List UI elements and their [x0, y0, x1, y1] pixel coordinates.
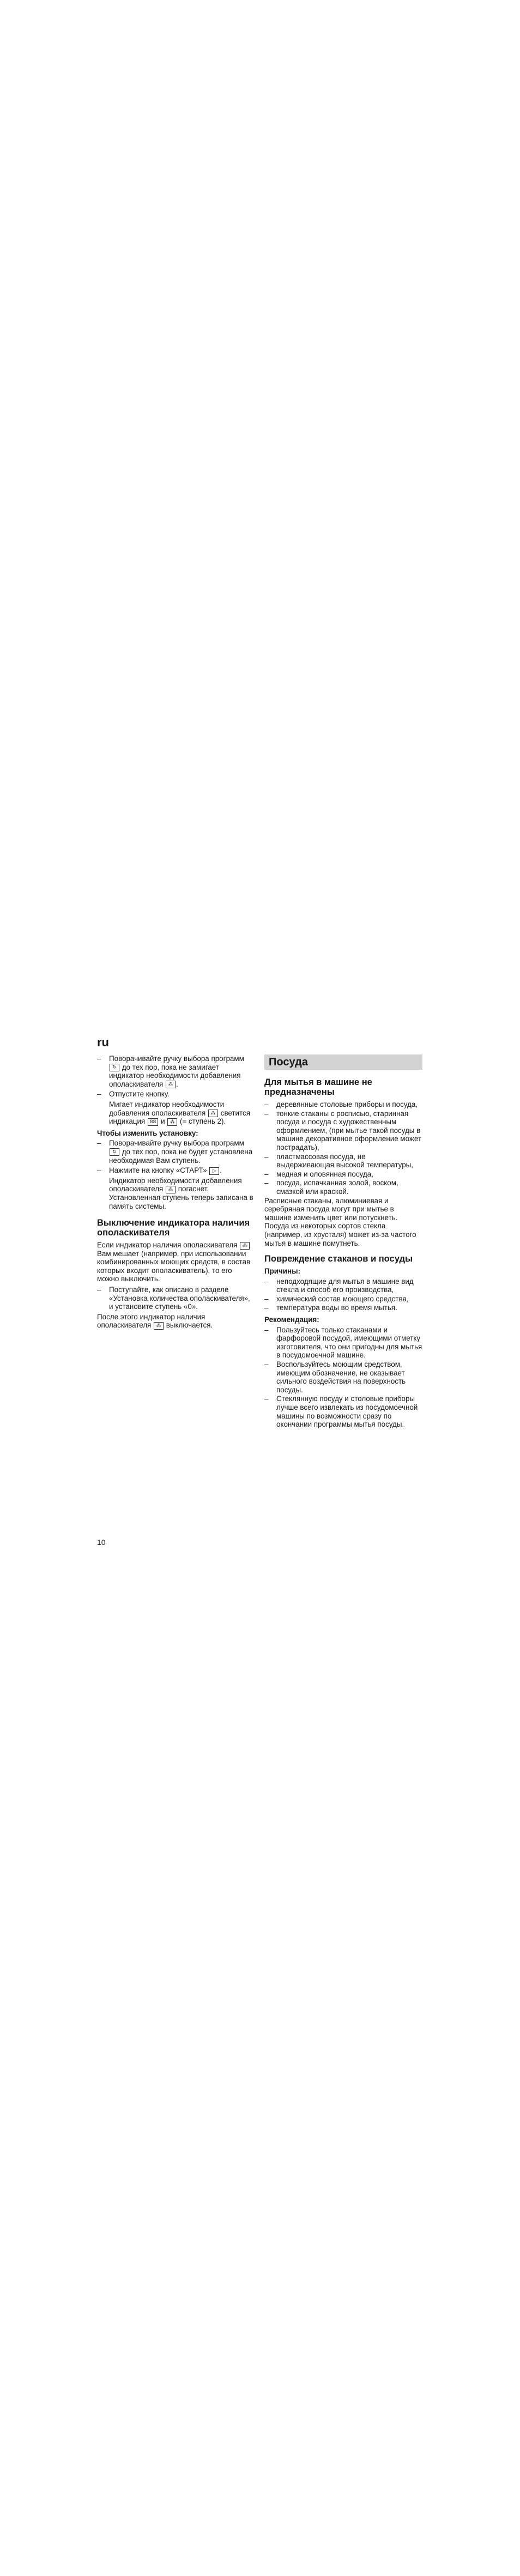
rinse-aid-indicator-icon: ⁂ [167, 1118, 177, 1126]
page-language-marker: ru [97, 1035, 109, 1049]
paragraph-text: Вам мешает (например, при использовании комбинированных моющих средств, в состав которых входит ополаскиватель), то его можно выключить. [97, 1249, 251, 1283]
unsuitable-note: Расписные стаканы, алюминиевая и серебряная посуда могут при мытье в машине изменить цвет или потускнеть. Посуда из некоторых сортов стекла (например, из хрусталя) может из-за частого мытья в машине помутнеть. [264, 1196, 416, 1247]
list-item [97, 1054, 255, 1088]
paragraph-text: После этого индикатор наличия ополаскивателя [97, 1312, 205, 1330]
intro-steps-list [97, 1054, 255, 1126]
reasons-list [264, 1277, 422, 1312]
list-item: – пластмассовая посуда, не выдерживающая высокой температуры, [264, 1153, 422, 1169]
list-item: – посуда, испачканная золой, воском, смазкой или краской. [264, 1179, 422, 1196]
step-text: до тех пор, пока не замигает индикатор необходимости добавления ополаскивателя [109, 1063, 241, 1088]
after-paragraph [97, 1313, 255, 1330]
step-subtext [109, 1177, 255, 1210]
list-item: – Пользуйтесь только стаканами и фарфоровой посудой, имеющими отметку изготовителя, что они пригодны для мытья в посудомоечной машине. [264, 1326, 422, 1360]
list-item: – химический состав моющего средства, [264, 1295, 422, 1304]
left-column [97, 1054, 255, 1332]
display-digits-icon: 88 [148, 1118, 158, 1126]
list-item: – Стеклянную посуду и столовые приборы лучше всего извлекать из посудомоечной машины по возможности сразу по окончании программы мытья посуды. [264, 1395, 422, 1428]
page-number: 10 [97, 1538, 106, 1547]
start-button-icon: ▷ [209, 1167, 219, 1175]
rinse-aid-indicator-icon: ⁂ [208, 1110, 218, 1117]
rinse-aid-indicator-icon: ⁂ [240, 1242, 250, 1250]
step-text: и [161, 1117, 165, 1126]
paragraph-text: выключается. [166, 1321, 213, 1330]
rinse-aid-indicator-icon: ⁂ [154, 1322, 164, 1330]
rinse-aid-indicator-icon: ⁂ [166, 1186, 176, 1193]
step-text: Поворачивайте ручку выбора программ [109, 1054, 244, 1063]
section-heading-indicator-off: Выключение индикатора наличия ополаскивателя [97, 1218, 250, 1238]
section-banner-dishes: Посуда [264, 1054, 422, 1070]
list-item: – медная и оловянная посуда, [264, 1170, 422, 1179]
list-item: – температура воды во время мытья. [264, 1304, 422, 1312]
program-dial-icon: ↻ [110, 1064, 119, 1071]
list-item: – неподходящие для мытья в машине вид стекла и способ его производства, [264, 1277, 422, 1294]
step-text: погаснет. Установленная ступень теперь записана в память системы. [109, 1185, 253, 1210]
step-text: Отпустите кнопку. [109, 1090, 170, 1099]
step-text: Поворачивайте ручку выбора программ [109, 1139, 244, 1148]
list-item [97, 1090, 255, 1125]
step-subtext [109, 1100, 255, 1126]
change-setting-heading: Чтобы изменить установку: [97, 1129, 198, 1137]
list-item: – тонкие стаканы с росписью, старинная посуда и посуда с художественным оформлением, (при мытье такой посуды в машине декоративное оформление может пострадать), [264, 1110, 422, 1152]
step-text: (= ступень 2). [180, 1117, 226, 1126]
heading-unsuitable: Для мытья в машине не предназначены [264, 1077, 372, 1097]
list-item [97, 1166, 255, 1210]
change-steps-list [97, 1139, 255, 1210]
recommendations-heading: Рекомендация: [264, 1316, 319, 1324]
reasons-heading: Причины: [264, 1267, 301, 1276]
list-item: – Поступайте, как описано в разделе «Установка количества ополаскивателя», и установите ступень «0». [97, 1286, 255, 1311]
step-text: Нажмите на кнопку «СТАРТ» [109, 1166, 207, 1175]
right-column [264, 1054, 422, 1429]
step-text: Мигает индикатор необходимости добавления ополаскивателя [109, 1100, 225, 1117]
program-dial-icon: ↻ [110, 1148, 119, 1156]
paragraph-text: Если индикатор наличия ополаскивателя [97, 1241, 238, 1250]
step-text: до тех пор, пока не будет установлена необходимая Вам ступень. [109, 1147, 253, 1165]
rinse-aid-indicator-icon: ⁂ [166, 1081, 176, 1088]
step-text: Индикатор необходимости добавления ополаскивателя [109, 1176, 242, 1193]
indicator-off-list [97, 1286, 255, 1311]
heading-damage: Повреждение стаканов и посуды [264, 1254, 413, 1264]
unsuitable-list [264, 1100, 422, 1196]
step-text: светится индикация [109, 1108, 250, 1126]
recommendations-list [264, 1326, 422, 1429]
indicator-off-paragraph [97, 1241, 255, 1283]
list-item [97, 1139, 255, 1165]
step-text: . [176, 1080, 178, 1088]
list-item: – Воспользуйтесь моющим средством, имеющим обозначение, не оказывает сильного воздействия на поверхность посуды. [264, 1360, 422, 1394]
list-item: – деревянные столовые приборы и посуда, [264, 1100, 422, 1109]
step-text: . [220, 1166, 222, 1175]
